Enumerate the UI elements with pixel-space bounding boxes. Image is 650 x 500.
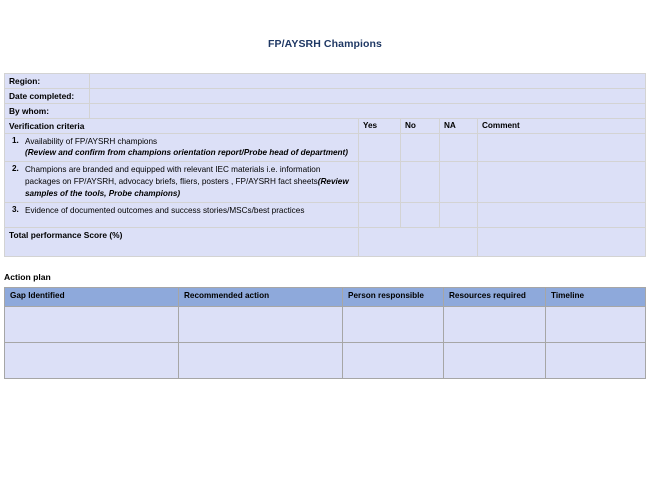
- criterion-1-na-cell[interactable]: [440, 133, 478, 162]
- criterion-1-yes-cell[interactable]: [359, 133, 401, 162]
- action-row-1-recommended-action[interactable]: [179, 307, 343, 343]
- action-row-2-recommended-action[interactable]: [179, 343, 343, 379]
- criterion-2-yes-cell[interactable]: [359, 162, 401, 203]
- column-header-na: NA: [440, 118, 478, 133]
- criterion-2-na-cell[interactable]: [440, 162, 478, 203]
- criterion-2-no-cell[interactable]: [401, 162, 440, 203]
- criterion-3-no-cell[interactable]: [401, 203, 440, 228]
- criterion-3-na-cell[interactable]: [440, 203, 478, 228]
- column-header-resources-required: Resources required: [444, 288, 546, 307]
- criterion-3-text: Evidence of documented outcomes and success stories/MSCs/best practices: [25, 206, 305, 216]
- date-completed-label: Date completed:: [5, 88, 90, 103]
- action-plan-table-container: [0, 287, 650, 379]
- table-row: [5, 133, 646, 162]
- total-performance-score-cell[interactable]: [359, 228, 478, 257]
- action-row-1-timeline[interactable]: [546, 307, 646, 343]
- verification-criteria-header: Verification criteria: [5, 118, 359, 133]
- criterion-1-comment-cell[interactable]: [478, 133, 646, 162]
- action-row-1-resources-required[interactable]: [444, 307, 546, 343]
- date-completed-input[interactable]: [90, 88, 646, 103]
- criterion-2-emphasis: (Review samples of the tools, Probe champions): [25, 177, 349, 199]
- verification-table: [4, 73, 646, 257]
- criterion-3-yes-cell[interactable]: [359, 203, 401, 228]
- column-header-gap-identified: Gap Identified: [5, 288, 179, 307]
- action-row-2-person-responsible[interactable]: [343, 343, 444, 379]
- criterion-2-text: [25, 164, 354, 200]
- verification-table-container: [0, 73, 650, 257]
- action-plan-table: [4, 287, 646, 379]
- table-header-row: [5, 288, 646, 307]
- region-label: Region:: [5, 73, 90, 88]
- criterion-1-text: [25, 136, 354, 160]
- table-row: [5, 162, 646, 203]
- action-row-2-resources-required[interactable]: [444, 343, 546, 379]
- table-header-row: [5, 118, 646, 133]
- column-header-no: No: [401, 118, 440, 133]
- criterion-1-emphasis: (Review and confirm from champions orientation report/Probe head of department): [25, 148, 348, 158]
- action-row-1-gap[interactable]: [5, 307, 179, 343]
- criterion-1-no-cell[interactable]: [401, 133, 440, 162]
- column-header-yes: Yes: [359, 118, 401, 133]
- page-title: FP/AYSRH Champions: [267, 38, 382, 50]
- total-performance-comment-cell[interactable]: [478, 228, 646, 257]
- total-performance-row: [5, 228, 646, 257]
- column-header-comment: Comment: [478, 118, 646, 133]
- column-header-person-responsible: Person responsible: [343, 288, 444, 307]
- criterion-3-number: 3.: [12, 205, 19, 215]
- column-header-recommended-action: Recommended action: [179, 288, 343, 307]
- table-row: [5, 307, 646, 343]
- action-row-2-timeline[interactable]: [546, 343, 646, 379]
- criterion-2-comment-cell[interactable]: [478, 162, 646, 203]
- action-row-2-gap[interactable]: [5, 343, 179, 379]
- criterion-2-plain: Champions are branded and equipped with relevant IEC materials i.e. information packages on FP/AYSRH, advocacy briefs, fliers, posters , FP/AYSRH fact sheets: [25, 165, 321, 187]
- criterion-1-plain: Availability of FP/AYSRH champions: [25, 136, 158, 146]
- criterion-2-cell: [5, 162, 359, 203]
- table-row: [5, 88, 646, 103]
- column-header-timeline: Timeline: [546, 288, 646, 307]
- criterion-1-number: 1.: [12, 135, 19, 145]
- action-plan-heading: Action plan: [4, 272, 51, 283]
- table-row: [5, 73, 646, 88]
- criterion-3-cell: [5, 203, 359, 228]
- total-performance-label: Total performance Score (%): [5, 228, 359, 257]
- table-row: [5, 203, 646, 228]
- criterion-2-number: 2.: [12, 164, 19, 174]
- region-input[interactable]: [90, 73, 646, 88]
- table-row: [5, 103, 646, 118]
- criterion-3-comment-cell[interactable]: [478, 203, 646, 228]
- criterion-1-cell: [5, 133, 359, 162]
- action-row-1-person-responsible[interactable]: [343, 307, 444, 343]
- by-whom-label: By whom:: [5, 103, 90, 118]
- by-whom-input[interactable]: [90, 103, 646, 118]
- table-row: [5, 343, 646, 379]
